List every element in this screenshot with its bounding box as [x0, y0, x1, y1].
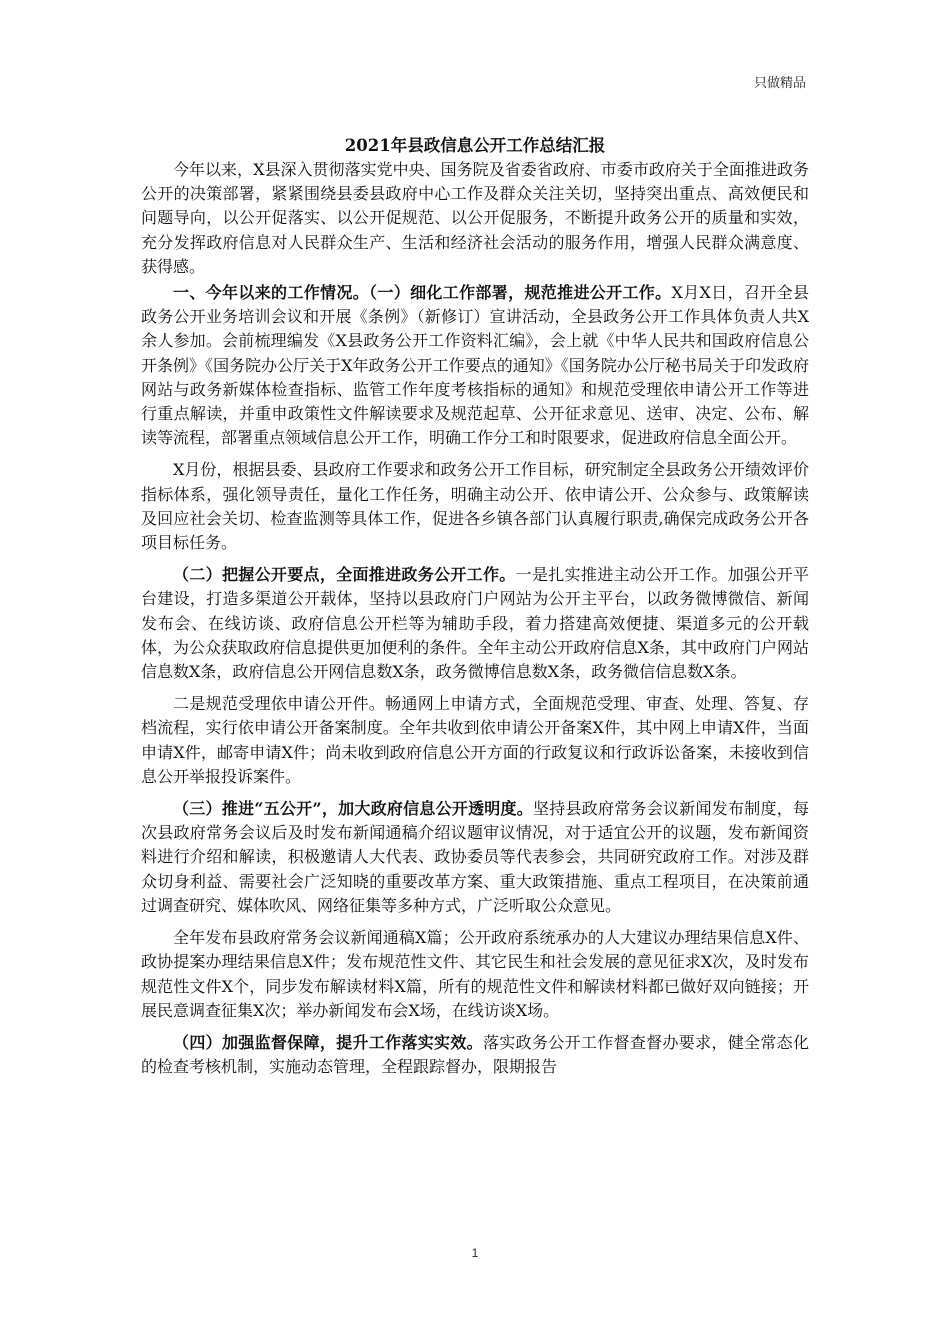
- page-number: 1: [471, 1246, 479, 1260]
- paragraph-section-1: [141, 281, 809, 450]
- paragraph-text: 全年发布县政府常务会议新闻通稿X篇；公开政府系统承办的人大建议办理结果信息X件、政协提案办理结果信息X件；发布规范性文件、其它民生和社会发展的意见征求X次，及时发布规范性文件X个，同步发布解读材料X篇，所有的规范性文件和解读材料都已做好双向链接；开展民意调查征集X次；举办新闻发布会X场，在线访谈X场。: [141, 928, 809, 1020]
- section-heading: （三）推进“五公开”，加大政府信息公开透明度。: [173, 799, 534, 819]
- paragraph-text: 落实政务公开工作督查督办要求，健全常态化的检查考核机制，实施动态管理，全程跟踪督办，限期报告: [141, 1032, 809, 1077]
- paragraph-text: 一是扎实推进主动公开工作。加强公开平台建设，打造多渠道公开载体，坚持以县政府门户网站为公开主平台，以政务微博微信、新闻发布会、在线访谈、政府信息公开栏等为辅助手段，着力搭建高效便捷、渠道多元的公开载体，为公众获取政府信息提供更加便利的条件。全年主动公开政府信息X条，其中政府门户网站信息数X条，政府信息公开网信息数X条，政务微博信息数X条，政务微信信息数X条。: [141, 565, 809, 682]
- paragraph-intro: [141, 158, 809, 279]
- section-heading: 一、今年以来的工作情况。（一）细化工作部署，规范推进公开工作。: [173, 283, 672, 303]
- document-body: [141, 134, 809, 1079]
- paragraph-section-2: [141, 563, 809, 684]
- paragraph-section-3: [141, 797, 809, 918]
- paragraph-text: 今年以来，X县深入贯彻落实党中央、国务院及省委省政府、市委市政府关于全面推进政务公开的决策部署，紧紧围绕县委县政府中心工作及群众关注关切，坚持突出重点、高效便民和问题导向，以公开促落实、以公开促规范、以公开促服务，不断提升政务公开的质量和实效，充分发挥政府信息对人民群众生产、生活和经济社会活动的服务作用，增强人民群众满意度、获得感。: [141, 160, 809, 276]
- paragraph-text: X月X日，召开全县政务公开业务培训会议和开展《条例》（新修订）宣讲活动，全县政务公开工作具体负责人共X余人参加。会前梳理编发《X县政务公开工作资料汇编》，会上就《中华人民共和国政府信息公开条例》《国务院办公厅关于X年政务公开工作要点的通知》《国务院办公厅秘书局关于印发政府网站与政务新媒体检查指标、监管工作年度考核指标的通知》和规范受理依申请公开工作等进行重点解读，并重申政策性文件解读要求及规范起草、公开征求意见、送审、决定、公布、解读等流程，部署重点领域信息公开工作，明确工作分工和时限要求，促进政府信息全面公开。: [141, 283, 809, 448]
- header-note: 只做精品: [753, 76, 806, 91]
- paragraph-evaluation: [141, 458, 809, 555]
- section-heading: （二）把握公开要点，全面推进政务公开工作。: [173, 565, 516, 585]
- section-heading: （四）加强监督保障，提升工作落实实效。: [173, 1032, 483, 1052]
- paragraph-text: X月份，根据县委、县政府工作要求和政务公开工作目标，研究制定全县政务公开绩效评价指标体系，强化领导责任，量化工作任务，明确主动公开、依申请公开、公众参与、政策解读及回应社会关切、检查监测等具体工作，促进各乡镇各部门认真履行职责,确保完成政务公开各项目标任务。: [141, 460, 809, 553]
- paragraph-requests: [141, 692, 809, 789]
- paragraph-text: 二是规范受理依申请公开件。畅通网上申请方式，全面规范受理、审查、处理、答复、存档流程，实行依申请公开备案制度。全年共收到依申请公开备案X件，其中网上申请X件，当面申请X件，邮寄申请X件；尚未收到政府信息公开方面的行政复议和行政诉讼备案，未接收到信息公开举报投诉案件。: [141, 694, 809, 786]
- document-title: 2021年县政信息公开工作总结汇报: [344, 136, 606, 155]
- paragraph-releases: [141, 926, 809, 1023]
- paragraph-section-4: [141, 1031, 809, 1079]
- paragraph-text: 坚持县政府常务会议新闻发布制度，每次县政府常务会议后及时发布新闻通稿介绍议题审议情况，对于适宜公开的议题，发布新闻资料进行介绍和解读，积极邀请人大代表、政协委员等代表参会，共同研究政府工作。对涉及群众切身利益、需要社会广泛知晓的重要改革方案、重大政策措施、重点工程项目，在决策前通过调查研究、媒体吹风、网络征集等多种方式，广泛听取公众意见。: [141, 799, 809, 915]
